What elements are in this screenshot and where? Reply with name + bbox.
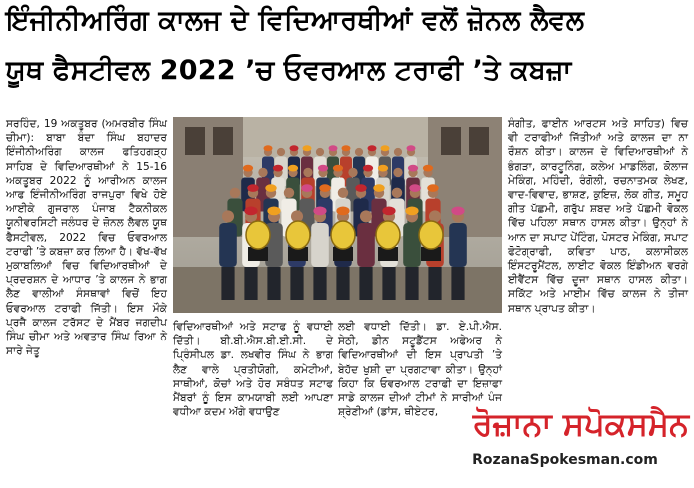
article-column-1 [6, 117, 167, 447]
article-text-col4: ਸੰਗੀਤ, ਫਾਈਨ ਆਰਟਸ ਅਤੇ ਸਾਹਿਤ) ਵਿਚ ਵੀ ਟਰਾਫੀਆਂ ਜਿੱਤੀਆਂ ਅਤੇ ਕਾਲਜ ਦਾ ਨਾ ਰੌਸ਼ਨ ਕੀਤਾ। ਕਾਲਜ ਦੇ ਵਿਦਿਆਰਥੀਆਂ ਨੇ ਭੰਗੜਾ, ਕਾਰਟੂਨਿੰਗ, ਕਲੇਅ ਮਾਡਲਿੰਗ, ਕੋਲਾਜ ਮੇਕਿੰਗ, ਮਹਿੰਦੀ, ਰੰਗੋਲੀ, ਰਚਨਾਤਮਕ ਲੇਖਣ, ਵਾਦ-ਵਿਵਾਦ, ਭਾਸ਼ਣ, ਕੁਇਜ਼, ਲੋਕ ਗੀਤ, ਸਮੂਹ ਗੀਤ ਪੱਛਮੀ, ਗਰੁੱਪ ਸ਼ਬਦ ਅਤੇ ਪੱਛਮੀ ਵੋਕਲ ਵਿੱਚ ਪਹਿਲਾ ਸਥਾਨ ਹਾਸਲ ਕੀਤਾ। ਉਨ੍ਹਾਂ ਨੇ ਆਨ ਦਾ ਸਪਾਟ ਪੇਂਟਿੰਗ, ਪੋਸਟਰ ਮੇਕਿੰਗ, ਸਪਾਟ ਫੋਟੋਗ੍ਰਾਫੀ, ਕਵਿਤਾ ਪਾਠ, ਕਲਾਸੀਕਲ ਇੰਸਟਰੂਮੈਂਟਲ, ਲਾਈਟ ਵੋਕਲ ਇੰਡੀਅਨ ਵਰਗੇ ਈਵੈਂਟਸ ਵਿੱਚ ਦੂਜਾ ਸਥਾਨ ਹਾਸਲ ਕੀਤਾ। ਸਕਿੱਟ ਅਤੇ ਮਾਈਮ ਵਿੱਚ ਕਾਲਜ ਨੇ ਤੀਜਾ ਸਥਾਨ ਪ੍ਰਾਪਤ ਕੀਤਾ। [508, 118, 688, 315]
article-column-3 [338, 320, 502, 419]
newspaper-website: RozanaSpokesman.com [472, 452, 658, 468]
newspaper-masthead: ਰੋਜ਼ਾਨਾ ਸਪੋਕਸਮੈਨ [472, 405, 689, 443]
article-text-col2: ਵਿਦਿਆਰਥੀਆਂ ਅਤੇ ਸਟਾਫ ਨੂੰ ਵਧਾਈ ਦਿੱਤੀ। ਬੀ.ਬੀ.ਐਸ.ਬੀ.ਈ.ਸੀ. ਦੇ ਪ੍ਰਿੰਸੀਪਲ ਡਾ. ਲਖਵੀਰ ਸਿੰਘ ਨੇ ਭਾਗ ਲੈਣ ਵਾਲੇ ਪ੍ਰਤੀਯੋਗੀ, ਕਮੇਟੀਆਂ, ਸਾਥੀਆਂ, ਕੋਚਾਂ ਅਤੇ ਹੋਰ ਸਬੰਧਤ ਸਟਾਫ ਮੈਂਬਰਾਂ ਨੂੰ ਇਸ ਕਾਮਯਾਬੀ ਲਈ ਆਪਣਾ ਵਧੀਆ ਕਦਮ ਅੱਗੇ ਵਧਾਉਣ [173, 321, 333, 419]
headline-line-2: ਯੂਥ ਫੈਸਟੀਵਲ 2022 ’ਚ ਓਵਰਆਲ ਟਰਾਫੀ ’ਤੇ ਕਬਜ਼ਾ [6, 55, 572, 86]
news-photo [173, 117, 502, 313]
article-text-col1: ਸਰਹਿੰਦ, 19 ਅਕਤੂਬਰ (ਅਮਰਬੀਰ ਸਿੰਘ ਚੀਮਾ): ਬਾਬਾ ਬੰਦਾ ਸਿੰਘ ਬਹਾਦਰ ਇੰਜੀਨੀਅਰਿੰਗ ਕਾਲਜ ਫਤਿਹਗੜ੍ਹ ਸਾਹਿਬ ਦੇ ਵਿਦਿਆਰਥੀਆਂ ਨੇ 15-16 ਅਕਤੂਬਰ 2022 ਨੂੰ ਆਰੀਅਨ ਕਾਲਜ ਆਫ ਇੰਜੀਨੀਅਰਿੰਗ ਰਾਜਪੁਰਾ ਵਿਖੇ ਹੋਏ ਆਈਕੇ ਗੁਜਰਾਲ ਪੰਜਾਬ ਟੈਕਨੀਕਲ ਯੂਨੀਵਰਸਿਟੀ ਜਲੰਧਰ ਦੇ ਜ਼ੋਨਲ ਲੈਵਲ ਯੂਥ ਫੈਸਟੀਵਲ, 2022 ਵਿਚ ਓਵਰਆਲ ਟਰਾਫੀ ’ਤੇ ਕਬਜ਼ਾ ਕਰ ਲਿਆ ਹੈ। ਵੱਖ-ਵੱਖ ਮੁਕਾਬਲਿਆਂ ਵਿਚ ਵਿਦਿਆਰਥੀਆਂ ਦੇ ਪ੍ਰਦਰਸ਼ਨ ਦੇ ਆਧਾਰ ’ਤੇ ਕਾਲਜ ਨੇ ਭਾਗ ਲੈਣ ਵਾਲੀਆਂ ਸੰਸਥਾਵਾਂ ਵਿਚੋਂ ਇਹ ਓਵਰਆਲ ਟਰਾਫੀ ਜਿੱਤੀ। ਇਸ ਮੌਕੇ ਪ੍ਰਜੈ ਕਾਲਜ ਟਰੱਸਟ ਦੇ ਮੈਂਬਰ ਜਗਦੀਪ ਸਿੰਘ ਚੀਮਾ ਅਤੇ ਅਵਤਾਰ ਸਿੰਘ ਰਿਆ ਨੇ ਸਾਰੇ ਜੇਤੂ [6, 118, 167, 358]
article-text-col3: ਲਈ ਵਧਾਈ ਦਿੱਤੀ। ਡਾ. ਏ.ਪੀ.ਐਸ. ਸੇਠੀ, ਡੀਨ ਸਟੂਡੈਂਟਸ ਅਫੇਅਰ ਨੇ ਵਿਦਿਆਰਥੀਆਂ ਦੀ ਇਸ ਪ੍ਰਾਪਤੀ ’ਤੇ ਬੇਹੱਦ ਖੁਸ਼ੀ ਦਾ ਪ੍ਰਗਟਾਵਾ ਕੀਤਾ। ਉਨ੍ਹਾਂ ਕਿਹਾ ਕਿ ਓਵਰਆਲ ਟਰਾਫੀ ਦਾ ਇਜ਼ਾਫਾ ਸਾਡੇ ਕਾਲਜ ਦੀਆਂ ਟੀਮਾਂ ਨੇ ਸਾਰੀਆਂ ਪੰਜ ਸ਼੍ਰੇਣੀਆਂ (ਡਾਂਸ, ਥੀਏਟਰ, [338, 321, 502, 419]
headline-line-1: ਇੰਜੀਨੀਅਰਿੰਗ ਕਾਲਜ ਦੇ ਵਿਦਿਆਰਥੀਆਂ ਵਲੋਂ ਜ਼ੋਨਲ ਲੈਵਲ [6, 5, 585, 36]
article-column-2 [173, 320, 333, 419]
article-column-4 [508, 117, 688, 397]
